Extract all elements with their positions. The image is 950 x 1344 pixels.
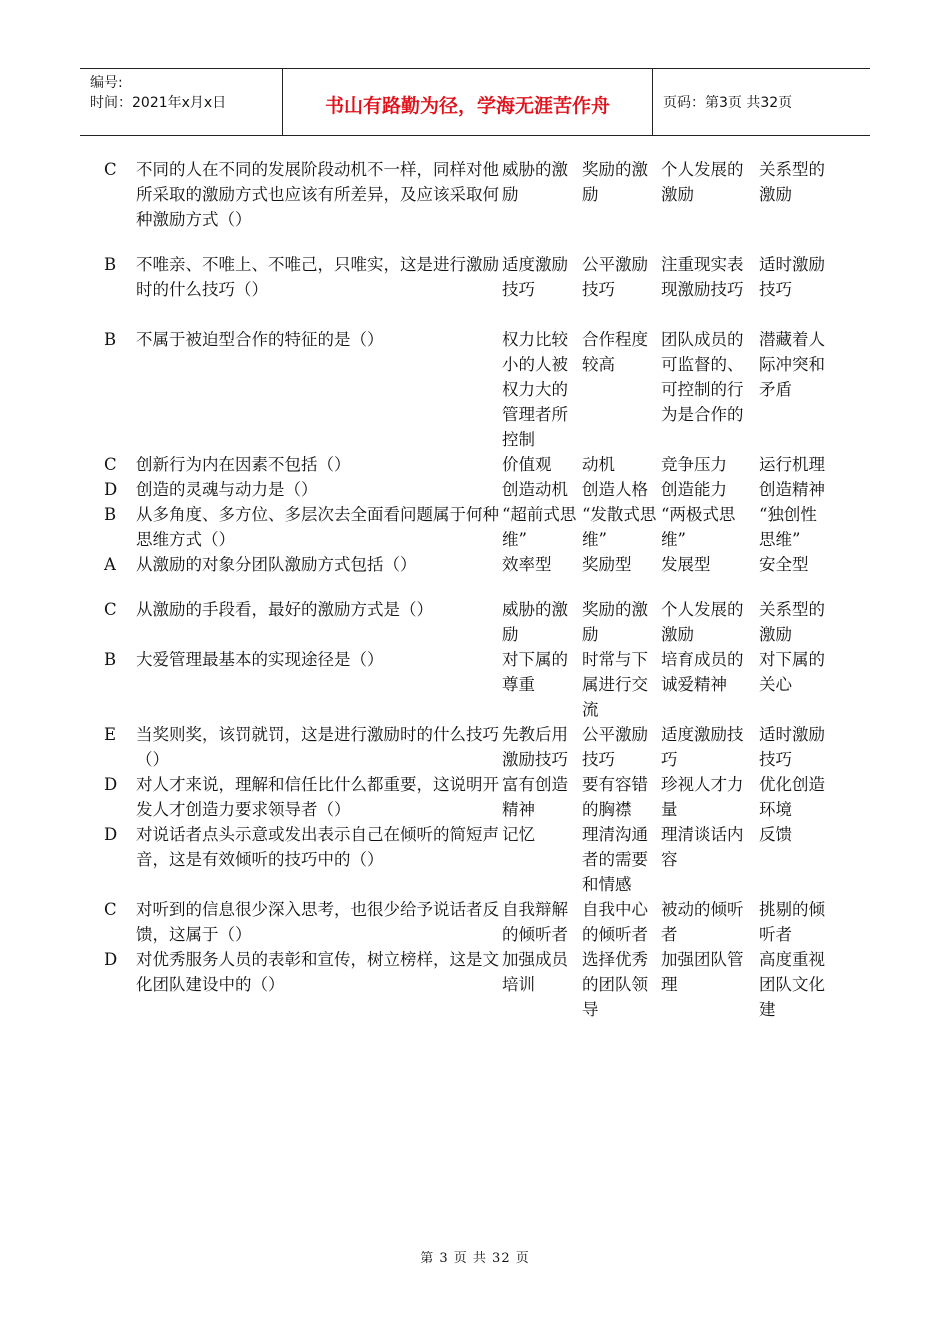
option-d: 反馈 (759, 825, 792, 844)
question-text: 从多角度、多方位、多层次去全面看问题属于何种思维方式（） (136, 505, 499, 549)
question-text: 不唯亲、不唯上、不唯己，只唯实，这是进行激励时的什么技巧（） (136, 255, 499, 299)
header-meta (80, 69, 283, 135)
table-row (100, 722, 830, 772)
option-b: 公平激励技巧 (582, 725, 648, 769)
option-a: 自我辩解的倾听者 (502, 900, 568, 944)
table-row (100, 947, 830, 1022)
option-b: 奖励的激励 (582, 160, 648, 204)
option-a: 先教后用激励技巧 (502, 725, 568, 769)
answer-letter: B (104, 505, 117, 524)
table-row (100, 477, 830, 502)
answer-letter: C (104, 900, 117, 919)
question-text: 从激励的手段看，最好的激励方式是（） (136, 600, 433, 619)
answer-letter: E (104, 725, 117, 744)
option-c: 竞争压力 (661, 455, 727, 474)
answer-letter: D (104, 950, 118, 969)
option-c: 团队成员的可监督的、可控制的行为是合作的 (661, 330, 744, 424)
question-table (100, 157, 830, 1022)
table-row (100, 822, 830, 897)
table-row (100, 647, 830, 722)
table-row (100, 327, 830, 452)
page-header (80, 68, 870, 136)
option-c: 注重现实表现激励技巧 (661, 255, 744, 299)
table-row (100, 897, 830, 947)
option-a: 加强成员培训 (502, 950, 568, 994)
answer-letter: B (104, 650, 117, 669)
answer-letter: D (104, 775, 118, 794)
option-d: 潜藏着人际冲突和矛盾 (759, 330, 825, 399)
option-b: 奖励型 (582, 555, 632, 574)
question-text: 大爱管理最基本的实现途径是（） (136, 650, 384, 669)
option-b: 时常与下属进行交流 (582, 650, 648, 719)
option-a: 记忆 (502, 825, 535, 844)
answer-letter: B (104, 330, 117, 349)
question-rows (100, 157, 830, 1022)
table-row (100, 452, 830, 477)
answer-letter: D (104, 480, 118, 499)
answer-letter: B (104, 255, 117, 274)
option-c: 理清谈话内容 (661, 825, 744, 869)
table-row (100, 597, 830, 647)
option-b: 选择优秀的团队领导 (582, 950, 648, 1019)
answer-letter: C (104, 600, 117, 619)
table-row (100, 157, 830, 252)
question-text: 对优秀服务人员的表彰和宣传，树立榜样，这是文化团队建设中的（） (136, 950, 499, 994)
option-a: 适度激励技巧 (502, 255, 568, 299)
question-text: 对听到的信息很少深入思考，也很少给予说话者反馈，这属于（） (136, 900, 499, 944)
question-text: 从激励的对象分团队激励方式包括（） (136, 555, 417, 574)
question-text: 创造的灵魂与动力是（） (136, 480, 318, 499)
option-b: 理清沟通者的需要和情感 (582, 825, 648, 894)
option-a: 价值观 (502, 455, 552, 474)
answer-letter: C (104, 160, 117, 179)
question-text: 不属于被迫型合作的特征的是（） (136, 330, 384, 349)
option-d: 运行机理 (759, 455, 825, 474)
option-b: 合作程度较高 (582, 330, 648, 374)
header-motto: 书山有路勤为径，学海无涯苦作舟 (283, 69, 653, 135)
option-b: 自我中心的倾听者 (582, 900, 648, 944)
option-c: 适度激励技巧 (661, 725, 744, 769)
option-a: 富有创造精神 (502, 775, 568, 819)
question-text: 对人才来说，理解和信任比什么都重要，这说明开发人才创造力要求领导者（） (136, 775, 499, 819)
question-text: 当奖则奖，该罚就罚，这是进行激励时的什么技巧（） (136, 725, 499, 769)
option-d: 创造精神 (759, 480, 825, 499)
option-b: 奖励的激励 (582, 600, 648, 644)
document-number-label: 编号: (90, 75, 123, 91)
option-a: 权力比较小的人被权力大的管理者所控制 (502, 330, 568, 449)
option-d: 优化创造环境 (759, 775, 825, 819)
option-d: 安全型 (759, 555, 809, 574)
option-c: 个人发展的激励 (661, 160, 744, 204)
option-c: 珍视人才力量 (661, 775, 744, 819)
option-c: 培育成员的诚爱精神 (661, 650, 744, 694)
option-d: 关系型的激励 (759, 160, 825, 204)
option-c: 被动的倾听者 (661, 900, 744, 944)
option-b: 创造人格 (582, 480, 648, 499)
option-d: 适时激励技巧 (759, 725, 825, 769)
option-c: 发展型 (661, 555, 711, 574)
option-b: 公平激励技巧 (582, 255, 648, 299)
question-text: 对说话者点头示意或发出表示自己在倾听的简短声音，这是有效倾听的技巧中的（） (136, 825, 499, 869)
option-a: 对下属的尊重 (502, 650, 568, 694)
question-text: 创新行为内在因素不包括（） (136, 455, 351, 474)
document-date: 时间：2021年x月x日 (90, 95, 227, 111)
option-d: 关系型的激励 (759, 600, 825, 644)
option-c: 个人发展的激励 (661, 600, 744, 644)
table-row (100, 772, 830, 822)
option-c: 创造能力 (661, 480, 727, 499)
option-c: “两极式思维” (661, 505, 736, 549)
table-row (100, 252, 830, 327)
option-a: 威胁的激励 (502, 600, 568, 644)
option-d: 挑剔的倾听者 (759, 900, 825, 944)
table-row (100, 502, 830, 552)
option-d: 对下属的关心 (759, 650, 825, 694)
option-d: 高度重视团队文化建 (759, 950, 825, 1019)
answer-letter: C (104, 455, 117, 474)
answer-letter: D (104, 825, 118, 844)
page-footer: 第 3 页 共 32 页 (420, 1251, 530, 1266)
option-b: “发散式思维” (582, 505, 657, 549)
option-c: 加强团队管理 (661, 950, 744, 994)
option-a: “超前式思维” (502, 505, 577, 549)
header-page-code: 页码：第3页 共32页 (663, 95, 793, 111)
option-d: 适时激励技巧 (759, 255, 825, 299)
option-b: 要有容错的胸襟 (582, 775, 648, 819)
table-row (100, 552, 830, 597)
option-a: 威胁的激励 (502, 160, 568, 204)
answer-letter: A (104, 555, 116, 574)
option-a: 效率型 (502, 555, 552, 574)
option-d: “独创性思维” (759, 505, 817, 549)
option-b: 动机 (582, 455, 615, 474)
question-text: 不同的人在不同的发展阶段动机不一样，同样对他所采取的激励方式也应该有所差异，及应该采取何种激励方式（） (136, 160, 499, 229)
option-a: 创造动机 (502, 480, 568, 499)
